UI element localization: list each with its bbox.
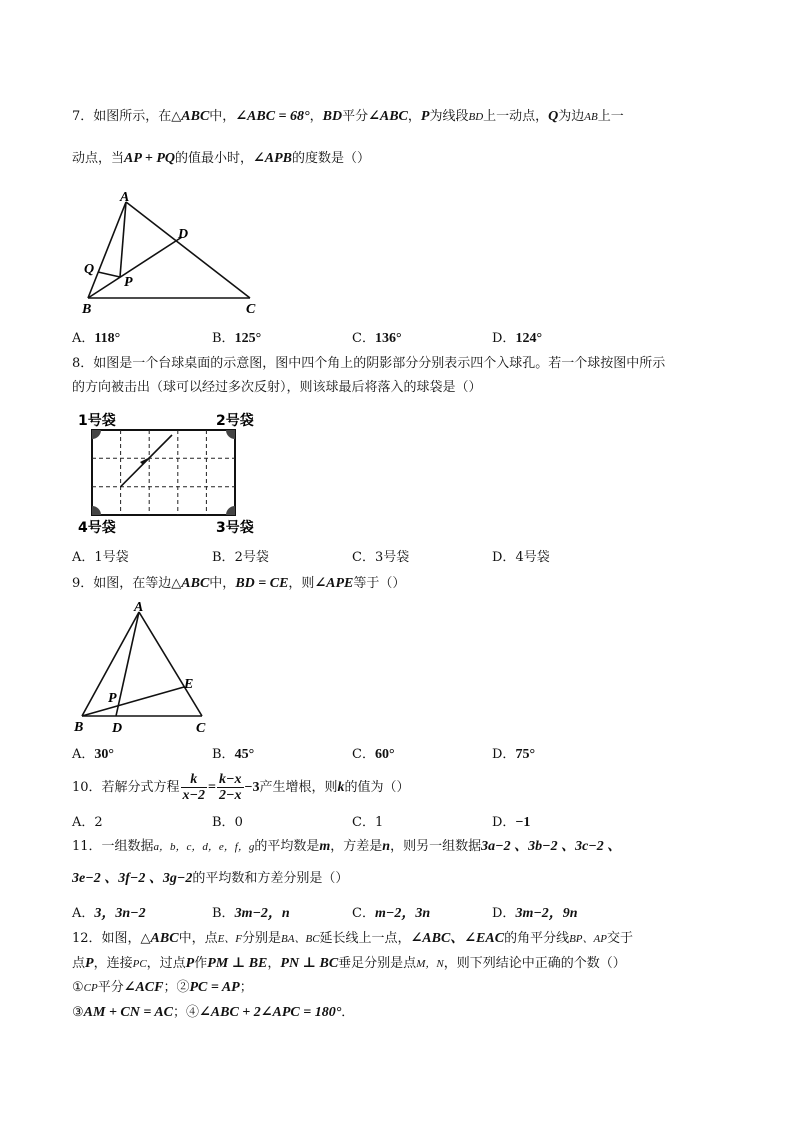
q7-label-c: C bbox=[246, 302, 256, 317]
q9-label-c: C bbox=[196, 721, 206, 736]
q7-option-d[interactable]: D．124° bbox=[492, 331, 543, 346]
q12-line-2: 点P，连接PC，过点P作PM ⊥ BE，PN ⊥ BC垂足分别是点M，N，则下列结论中正确的个数（） bbox=[72, 956, 626, 971]
q9-option-a[interactable]: A．30° bbox=[72, 747, 114, 762]
q7-option-b[interactable]: B．125° bbox=[212, 331, 262, 346]
q9-equilateral-figure bbox=[70, 598, 220, 738]
q7-triangle-figure bbox=[70, 188, 270, 318]
q9-segment-be bbox=[82, 687, 184, 716]
q11-option-c[interactable]: C．m−2，3n bbox=[352, 906, 431, 921]
q11-line-1: 11．一组数据a，b，c，d，e，f，g的平均数是m，方差是n，则另一组数据3a−2 、3b−2 、3c−2 、 bbox=[72, 839, 622, 854]
q9-label-b: B bbox=[74, 720, 84, 735]
q7-line-2: 动点，当AP + PQ的值最小时，∠APB的度数是（） bbox=[72, 151, 371, 166]
q11-option-a[interactable]: A．3，3n−2 bbox=[72, 906, 146, 921]
q7-segment-ab bbox=[88, 202, 126, 298]
q8-pocket-2-label: 2号袋 bbox=[216, 413, 254, 429]
q8-pocket-4-shape bbox=[92, 506, 101, 515]
q10-option-c[interactable]: C．1 bbox=[352, 815, 384, 830]
q9-segment-ac bbox=[139, 612, 202, 716]
q7-segment-bd bbox=[88, 237, 182, 298]
q9-option-c[interactable]: C．60° bbox=[352, 747, 395, 762]
q8-pocket-4-label: 4号袋 bbox=[78, 520, 116, 536]
q9-line-1: 9．如图，在等边△ABC中，BD = CE，则∠APE等于（） bbox=[72, 576, 406, 591]
q8-option-b[interactable]: B．2号袋 bbox=[212, 550, 269, 565]
q8-line-1: 8．如图是一个台球桌面的示意图，图中四个角上的阴影部分分别表示四个入球孔。若一个球按图中所示 bbox=[72, 356, 666, 371]
q8-pocket-1-shape bbox=[92, 430, 101, 439]
q8-pocket-1-label: 1号袋 bbox=[78, 413, 116, 429]
q8-pocket-2-shape bbox=[226, 430, 235, 439]
q8-billiard-table-figure bbox=[72, 408, 268, 538]
q8-option-a[interactable]: A．1号袋 bbox=[72, 550, 129, 565]
q7-label-d: D bbox=[178, 227, 189, 242]
q8-ball-path bbox=[121, 435, 172, 487]
q11-option-d[interactable]: D．3m−2，9n bbox=[492, 906, 578, 921]
q7-label-p: P bbox=[124, 275, 133, 290]
q8-pocket-3-shape bbox=[226, 506, 235, 515]
q9-label-p: P bbox=[108, 691, 117, 706]
q9-option-d[interactable]: D．75° bbox=[492, 747, 536, 762]
q8-line-2: 的方向被击出（球可以经过多次反射），则该球最后将落入的球袋是（） bbox=[72, 380, 482, 395]
q7-segment-ac bbox=[126, 202, 250, 298]
q11-option-b[interactable]: B．3m−2，n bbox=[212, 906, 290, 921]
q8-option-c[interactable]: C．3号袋 bbox=[352, 550, 410, 565]
q12-conclusion-line-2: ③AM + CN = AC；④∠ABC + 2∠APC = 180°． bbox=[72, 1005, 355, 1020]
q10-option-d[interactable]: D．−1 bbox=[492, 815, 531, 830]
q8-pocket-3-label: 3号袋 bbox=[216, 520, 254, 536]
q9-label-e: E bbox=[184, 677, 194, 692]
q10-fraction-right: $\frac{k-x}{2-x}$ bbox=[219, 772, 242, 803]
q9-option-b[interactable]: B．45° bbox=[212, 747, 255, 762]
q7-line-1: 7．如图所示，在△ABC中，∠ABC = 68°，BD平分∠ABC，P为线段BD上一动点，Q为边AB上一 bbox=[72, 109, 624, 124]
q8-option-d[interactable]: D．4号袋 bbox=[492, 550, 550, 565]
q12-conclusion-line-1: ①CP平分∠ACF；②PC = AP； bbox=[72, 980, 253, 995]
q11-line-2: 3e−2 、3f−2 、3g−2的平均数和方差分别是（） bbox=[72, 871, 349, 886]
q10-option-b[interactable]: B．0 bbox=[212, 815, 243, 830]
q9-label-a: A bbox=[134, 600, 144, 615]
q7-segment-pq bbox=[98, 272, 120, 277]
q7-label-q: Q bbox=[84, 262, 95, 277]
q7-option-a[interactable]: A．118° bbox=[72, 331, 121, 346]
q10-option-a[interactable]: A．2 bbox=[72, 815, 103, 830]
q10-fraction-left: $\frac{k}{x-2}$ bbox=[182, 772, 206, 803]
q10-line-1: 10．若解分式方程 $\frac{k}{x-2}$ = $\frac{k-x}{2-x}$ −3产生增根，则k的值为（） bbox=[72, 772, 410, 803]
q7-label-b: B bbox=[82, 302, 92, 317]
q7-option-c[interactable]: C．136° bbox=[352, 331, 402, 346]
q9-label-d: D bbox=[112, 721, 123, 736]
q12-line-1: 12．如图，△ABC中，点E、F分别是BA、BC延长线上一点，∠ABC、∠EAC的角平分线BP、AP交于 bbox=[72, 931, 633, 946]
q7-label-a: A bbox=[120, 190, 130, 205]
